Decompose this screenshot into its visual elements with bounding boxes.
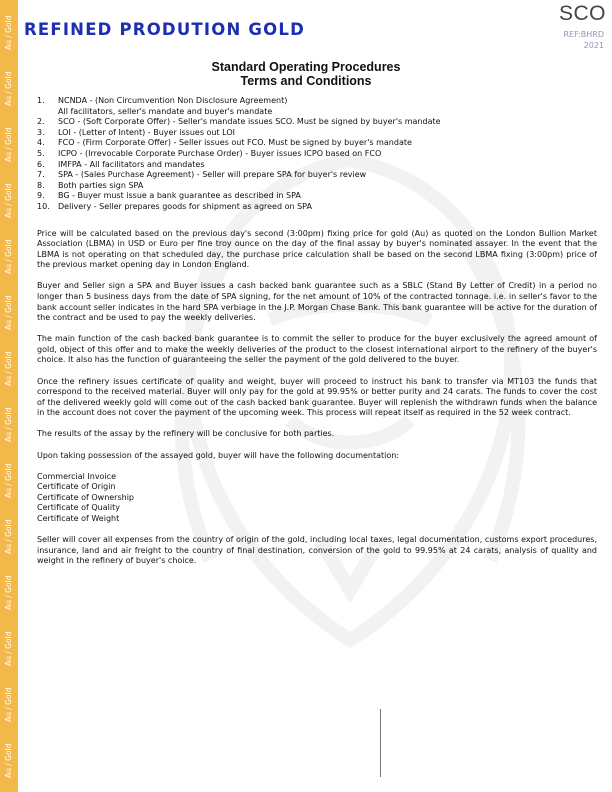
paragraph-assay: The results of the assay by the refinery will be conclusive for both parties. [37,429,335,439]
document-item: Certificate of Origin [37,482,116,492]
sidebar-label: Au / Gold [4,575,13,611]
brand-title: REFINED PRODUTION GOLD [24,20,305,39]
sidebar-label: Au / Gold [4,183,13,219]
sidebar-label: Au / Gold [4,407,13,443]
step-number: 5. [37,148,45,158]
paragraph-payment: Once the refinery issues certificate of quality and weight, buyer will proceed to instruct his bank to transfer via MT103 the funds that correspond to the received material. Buyer will only pay for the gold at 99.95% or better purity and 24 carats. The funds to cover the cost of the delivered weekly gold will come out of the cash backed bank guarantee. Buyer will replenish the withdrawn funds when the balance in the account does not cover the payment of the upcoming week. This process will repeat itself as required in the 52 week contract. [37,376,597,418]
procedure-step [37,128,597,139]
reference-number: REF:BHRD [563,30,604,39]
sidebar-label: Au / Gold [4,15,13,51]
page-title [0,60,612,88]
reference-block [563,29,604,51]
step-number: 8. [37,180,45,190]
paragraph-documentation: Upon taking possession of the assayed gold, buyer will have the following documentation: [37,450,400,460]
sidebar-label: Au / Gold [4,239,13,275]
procedure-step [37,149,597,160]
procedure-step [37,117,597,128]
sidebar-label: Au / Gold [4,351,13,387]
procedure-list [37,96,597,213]
document-code: SCO [558,2,606,25]
step-text: LOI - (Letter of Intent) - Buyer issues out LOI [58,127,236,137]
step-text: ICPO - (Irrevocable Corporate Purchase Order) - Buyer issues ICPO based on FCO [58,148,382,158]
document-item: Certificate of Ownership [37,492,135,502]
procedure-step [37,202,597,213]
document-item: Commercial Invoice [37,471,116,481]
reference-year: 2021 [583,41,604,50]
procedure-step [37,170,597,181]
paragraph-expenses: Seller will cover all expenses from the country of origin of the gold, including local taxes, legal documentation, customs export procedures, insurance, land and air freight to the country of final destination, conversion of the gold to 99.95% at 24 carats, analysis of quality and weight in the refinery of buyer's choice. [37,535,597,566]
step-number: 3. [37,127,45,137]
step-text: FCO - (Firm Corporate Offer) - Seller issues out FCO. Must be signed by buyer's mandate [58,138,412,148]
sidebar-label: Au / Gold [4,743,13,779]
sidebar-label: Au / Gold [4,463,13,499]
sidebar-label: Au / Gold [4,687,13,723]
step-number: 10. [37,201,50,211]
step-number: 1. [37,96,45,105]
step-text: IMFPA - All facilitators and mandates [58,159,205,169]
paragraph-pricing: Price will be calculated based on the previous day's second (3:00pm) fixing price for gold (Au) as quoted on the London Bullion Market Association (LBMA) in USD or Euro per fine troy ounce on the day of the final assay by buyer's nominated assayer. In the event that the LBMA is not operating on that scheduled day, the purchase price calculation shall be based on the second LBMA fixing (3:00pm) price of the previous market opening day in London England. [37,228,597,270]
procedure-step [37,160,597,171]
document-item: Certificate of Quality [37,503,120,513]
paragraph-bank-guarantee: Buyer and Seller sign a SPA and Buyer issues a cash backed bank guarantee such as a SBLC (Stand By Letter of Credit) in a period no longer than 5 business days from the date of SPA signing, for the net amount of 10% of the contracted tonnage. i.e. in seller's favor to the bank account seller indicates in the hard SPA verbiage in the J.P. Morgan Chase Bank. This bank guarantee will be active for the duration of the contract and be used to pay the weekly deliveries. [37,281,597,323]
procedure-step [37,138,597,149]
step-text: Both parties sign SPA [58,180,144,190]
step-text: SCO - (Soft Corporate Offer) - Seller's mandate issues SCO. Must be signed by buyer's mandate [58,117,441,127]
step-text: All facilitators, seller's mandate and buyer's mandate [58,106,273,116]
step-number: 7. [37,170,45,180]
documentation-list [37,472,597,525]
vertical-divider [380,709,381,777]
document-body [37,96,597,577]
step-number: 4. [37,138,45,148]
step-number: 6. [37,159,45,169]
sidebar-label: Au / Gold [4,631,13,667]
step-text: SPA - (Sales Purchase Agreement) - Seller will prepare SPA for buyer's review [58,170,367,180]
step-text: Delivery - Seller prepares goods for shipment as agreed on SPA [58,201,312,211]
procedure-step [37,96,597,117]
step-number: 2. [37,117,45,127]
sidebar-label: Au / Gold [4,519,13,555]
sidebar-label: Au / Gold [4,127,13,163]
sidebar-label: Au / Gold [4,71,13,107]
title-line-2: Terms and Conditions [240,74,372,88]
procedure-step [37,191,597,202]
step-text: NCNDA - (Non Circumvention Non Disclosure Agreement) [58,96,288,105]
document-item: Certificate of Weight [37,514,120,523]
procedure-step [37,181,597,192]
paragraph-main-function: The main function of the cash backed bank guarantee is to commit the seller to produce for the buyer exclusively the agreed amount of gold, object of this offer and to make the weekly deliveries of the product to the closest international airport to the refinery of the buyer's choice. It also has the function of guaranteeing the seller the payment of the gold delivered to the buyer. [37,334,597,365]
sidebar-strip [0,0,18,792]
step-text: BG - Buyer must issue a bank guarantee as described in SPA [58,191,301,201]
sidebar-label: Au / Gold [4,295,13,331]
step-number: 9. [37,191,45,201]
title-line-1: Standard Operating Procedures [211,60,401,74]
